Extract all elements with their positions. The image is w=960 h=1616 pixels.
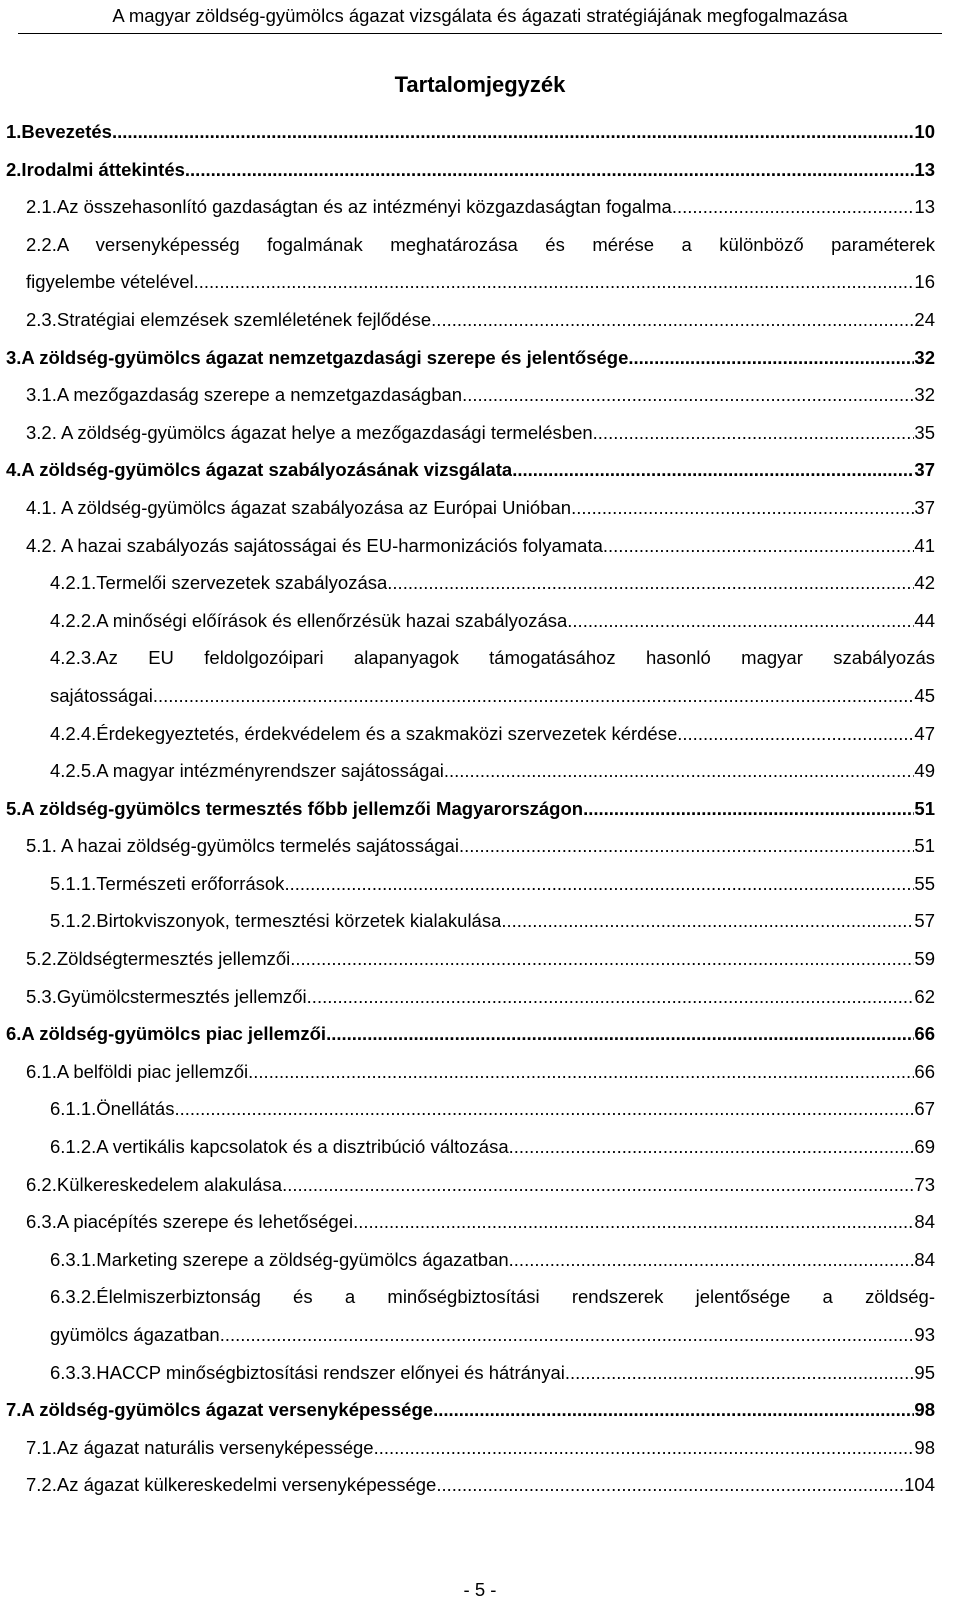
toc-entry-page: 45 xyxy=(914,684,935,706)
toc-entry[interactable] xyxy=(6,151,935,189)
toc-entry-text: 2.Irodalmi áttekintés xyxy=(6,158,185,180)
dot-leader xyxy=(565,1354,915,1392)
dot-leader xyxy=(436,1466,904,1504)
toc-entry-line xyxy=(50,752,935,790)
toc-entry-text: 6.2.Külkereskedelem alakulása xyxy=(26,1173,283,1195)
dot-leader xyxy=(112,113,914,151)
toc-entry[interactable] xyxy=(26,940,935,978)
toc-entry[interactable] xyxy=(6,1015,935,1053)
toc-entry[interactable] xyxy=(50,602,935,640)
dot-leader xyxy=(583,790,914,828)
toc-entry-text-line1: 6.3.2.Élelmiszerbiztonság és a minőségbiztosítási rendszerek jelentősége a zöldség- xyxy=(50,1286,935,1308)
toc-entry-line xyxy=(6,151,935,189)
toc-entry[interactable] xyxy=(6,790,935,828)
toc-entry-page: 69 xyxy=(914,1136,935,1158)
dot-leader xyxy=(194,263,915,301)
toc-entry-text: 6.1.A belföldi piac jellemzői xyxy=(26,1060,249,1082)
toc-entry[interactable] xyxy=(50,752,935,790)
dot-leader xyxy=(501,902,914,940)
toc-entry-page: 62 xyxy=(914,985,935,1007)
toc-entry[interactable] xyxy=(26,978,935,1016)
dot-leader xyxy=(433,1391,914,1429)
toc-entry-line xyxy=(26,527,935,565)
toc-entry-page: 41 xyxy=(914,534,935,556)
toc-entry-line xyxy=(26,263,935,301)
toc-entry-page: 95 xyxy=(914,1361,935,1383)
dot-leader xyxy=(374,1429,915,1467)
toc-entry[interactable] xyxy=(50,1354,935,1392)
toc-entry-text: sajátosságai xyxy=(50,684,153,706)
toc-entry-text: 5.1.1.Természeti erőforrások xyxy=(50,872,285,894)
toc-entry-line xyxy=(26,188,935,226)
toc-entry-page: 51 xyxy=(914,835,935,857)
toc-entry-page: 49 xyxy=(914,760,935,782)
toc-entry-text: 4.1. A zöldség-gyümölcs ágazat szabályozása az Európai Unióban xyxy=(26,496,572,518)
toc-entry-page: 44 xyxy=(914,609,935,631)
toc-entry-line xyxy=(50,902,935,940)
toc-entry-line xyxy=(26,414,935,452)
dot-leader xyxy=(677,715,914,753)
toc-entry[interactable] xyxy=(26,1203,935,1241)
toc-entry-page: 98 xyxy=(914,1436,935,1458)
toc-entry-text: 2.3.Stratégiai elemzések szemléletének fejlődése xyxy=(26,308,432,330)
toc-entry-page: 42 xyxy=(914,572,935,594)
toc-entry-line xyxy=(26,301,935,339)
toc-entry[interactable] xyxy=(50,639,935,714)
toc-entry-line xyxy=(50,677,935,715)
toc-entry-line xyxy=(26,1429,935,1467)
toc-entry-page: 10 xyxy=(914,121,935,142)
dot-leader xyxy=(444,752,915,790)
toc-entry-page: 24 xyxy=(914,308,935,330)
toc-entry-line xyxy=(50,1241,935,1279)
dot-leader xyxy=(282,1166,914,1204)
toc-entry[interactable] xyxy=(26,301,935,339)
dot-leader xyxy=(628,339,914,377)
header-divider xyxy=(18,33,942,34)
toc-entry[interactable] xyxy=(26,226,935,301)
toc-entry[interactable] xyxy=(50,1278,935,1353)
toc-entry[interactable] xyxy=(50,1090,935,1128)
toc-entry-line xyxy=(26,978,935,1016)
toc-entry-line xyxy=(50,1316,935,1354)
dot-leader xyxy=(387,564,914,602)
toc-entry-text-line1: 2.2.A versenyképesség fogalmának meghatározása és mérése a különböző paraméterek xyxy=(26,233,935,255)
toc-entry-text: 6.A zöldség-gyümölcs piac jellemzői xyxy=(6,1023,327,1045)
dot-leader xyxy=(603,527,915,565)
toc-entry-page: 37 xyxy=(914,496,935,518)
toc-entry[interactable] xyxy=(26,188,935,226)
toc-entry[interactable] xyxy=(6,1391,935,1429)
dot-leader xyxy=(220,1316,915,1354)
toc-entry-line xyxy=(50,564,935,602)
toc-entry-line xyxy=(50,1128,935,1166)
toc-entry-text: 7.2.Az ágazat külkereskedelmi versenyképessége xyxy=(26,1474,437,1496)
toc-entry-line xyxy=(26,1203,935,1241)
toc-entry[interactable] xyxy=(50,564,935,602)
toc-entry-line xyxy=(26,489,935,527)
dot-leader xyxy=(459,827,914,865)
toc-entry-page: 66 xyxy=(914,1060,935,1082)
toc-entry[interactable] xyxy=(6,113,935,151)
toc-entry[interactable] xyxy=(6,451,935,489)
toc-entry-text: 4.2.5.A magyar intézményrendszer sajátosságai xyxy=(50,760,444,782)
dot-leader xyxy=(509,1241,915,1279)
toc-entry[interactable] xyxy=(26,1166,935,1204)
toc-entry-page: 16 xyxy=(914,271,935,293)
toc-entry-page: 13 xyxy=(914,158,935,180)
dot-leader xyxy=(307,978,915,1016)
toc-entry-page: 59 xyxy=(914,948,935,970)
page-number: - 5 - xyxy=(463,1579,497,1600)
dot-leader xyxy=(290,940,914,978)
toc-entry[interactable] xyxy=(50,1128,935,1166)
toc-entry-text: 6.3.A piacépítés szerepe és lehetőségei xyxy=(26,1211,354,1233)
dot-leader xyxy=(185,151,915,189)
dot-leader xyxy=(153,677,915,715)
toc-entry-line xyxy=(6,113,935,151)
toc-entry-line xyxy=(26,940,935,978)
dot-leader xyxy=(512,451,914,489)
toc-entry[interactable] xyxy=(26,489,935,527)
toc-entry-line xyxy=(26,827,935,865)
toc-entry-text: 3.1.A mezőgazdaság szerepe a nemzetgazdaságban xyxy=(26,384,463,406)
toc-entry-line xyxy=(6,451,935,489)
toc-entry[interactable] xyxy=(6,339,935,377)
toc-entry-text: 7.1.Az ágazat naturális versenyképessége xyxy=(26,1436,374,1458)
toc-entry-line xyxy=(50,1354,935,1392)
toc-entry-text: 6.1.1.Önellátás xyxy=(50,1098,175,1120)
toc-entry-text: 2.1.Az összehasonlító gazdaságtan és az intézményi közgazdaságtan fogalma xyxy=(26,196,672,218)
toc-entry[interactable] xyxy=(50,902,935,940)
dot-leader xyxy=(431,301,914,339)
toc-entry-line xyxy=(26,376,935,414)
toc-list xyxy=(0,113,960,1504)
toc-entry-text: 4.2.1.Termelői szervezetek szabályozása xyxy=(50,572,388,594)
toc-entry-line xyxy=(50,865,935,903)
toc-entry[interactable] xyxy=(50,1241,935,1279)
toc-entry-text: 6.3.1.Marketing szerepe a zöldség-gyümölcs ágazatban xyxy=(50,1248,509,1270)
toc-entry-page: 84 xyxy=(914,1248,935,1270)
toc-entry-text: 5.2.Zöldségtermesztés jellemzői xyxy=(26,948,291,970)
toc-entry-page: 104 xyxy=(904,1474,935,1496)
dot-leader xyxy=(462,376,914,414)
toc-entry[interactable] xyxy=(26,527,935,565)
toc-entry-line xyxy=(6,339,935,377)
toc-entry-text: 3.2. A zöldség-gyümölcs ágazat helye a mezőgazdasági termelésben xyxy=(26,421,593,443)
toc-entry-page: 37 xyxy=(914,459,935,481)
toc-entry-page: 67 xyxy=(914,1098,935,1120)
toc-entry-page: 32 xyxy=(914,384,935,406)
toc-entry-text: 4.2. A hazai szabályozás sajátosságai és EU-harmonizációs folyamata xyxy=(26,534,603,556)
toc-entry[interactable] xyxy=(26,414,935,452)
toc-entry-page: 32 xyxy=(914,346,935,368)
dot-leader xyxy=(567,602,914,640)
toc-entry-text: 6.3.3.HACCP minőségbiztosítási rendszer előnyei és hátrányai xyxy=(50,1361,565,1383)
toc-entry-line xyxy=(26,1166,935,1204)
toc-entry[interactable] xyxy=(26,1466,935,1504)
toc-entry-text-line1: 4.2.3.Az EU feldolgozóipari alapanyagok támogatásához hasonló magyar szabályozás xyxy=(50,647,935,669)
toc-title: Tartalomjegyzék xyxy=(394,72,566,97)
dot-leader xyxy=(672,188,915,226)
toc-entry-line xyxy=(6,1391,935,1429)
toc-entry-page: 47 xyxy=(914,722,935,744)
toc-entry-text: 4.2.4.Érdekegyeztetés, érdekvédelem és a szakmaközi szervezetek kérdése xyxy=(50,722,678,744)
running-header: A magyar zöldség-gyümölcs ágazat vizsgálata és ágazati stratégiájának megfogalmazása xyxy=(112,5,848,26)
toc-entry-line xyxy=(6,1015,935,1053)
toc-entry-line xyxy=(6,790,935,828)
toc-entry-text: gyümölcs ágazatban xyxy=(50,1324,220,1345)
dot-leader xyxy=(509,1128,915,1166)
toc-entry-text: 5.1.2.Birtokviszonyok, termesztési körzetek kialakulása xyxy=(50,910,502,932)
toc-entry-page: 13 xyxy=(914,196,935,218)
toc-entry-line xyxy=(26,1053,935,1091)
toc-entry-text: 5.1. A hazai zöldség-gyümölcs termelés sajátosságai xyxy=(26,835,459,857)
toc-entry[interactable] xyxy=(26,1053,935,1091)
dot-leader xyxy=(174,1090,914,1128)
toc-entry-text: 3.A zöldség-gyümölcs ágazat nemzetgazdasági szerepe és jelentősége xyxy=(6,346,629,368)
toc-entry-line xyxy=(26,1466,935,1504)
toc-entry-page: 35 xyxy=(914,421,935,443)
toc-entry-line xyxy=(50,1090,935,1128)
dot-leader xyxy=(248,1053,914,1091)
toc-entry-page: 93 xyxy=(914,1324,935,1345)
toc-entry-text: 5.A zöldség-gyümölcs termesztés főbb jellemzői Magyarországon xyxy=(6,797,584,819)
toc-entry-page: 51 xyxy=(914,797,935,819)
toc-entry[interactable] xyxy=(26,376,935,414)
toc-entry[interactable] xyxy=(50,715,935,753)
toc-entry-text: 5.3.Gyümölcstermesztés jellemzői xyxy=(26,985,307,1007)
toc-entry-text: 6.1.2.A vertikális kapcsolatok és a disztribúció változása xyxy=(50,1136,509,1158)
toc-entry-line xyxy=(50,602,935,640)
toc-entry-text: 4.A zöldség-gyümölcs ágazat szabályozásának vizsgálata xyxy=(6,459,513,481)
toc-entry-line xyxy=(50,715,935,753)
toc-entry-text: 7.A zöldség-gyümölcs ágazat versenyképessége xyxy=(6,1399,434,1421)
toc-entry-page: 66 xyxy=(914,1023,935,1045)
toc-entry-page: 98 xyxy=(914,1399,935,1421)
toc-entry-text: figyelembe vételével xyxy=(26,271,194,293)
toc-entry[interactable] xyxy=(26,827,935,865)
dot-leader xyxy=(353,1203,914,1241)
toc-entry-page: 84 xyxy=(914,1211,935,1233)
toc-entry-page: 57 xyxy=(914,910,935,932)
dot-leader xyxy=(284,865,914,903)
toc-entry-page: 73 xyxy=(914,1173,935,1195)
dot-leader xyxy=(571,489,914,527)
dot-leader xyxy=(326,1015,914,1053)
toc-entry-page: 55 xyxy=(914,872,935,894)
toc-entry[interactable] xyxy=(50,865,935,903)
dot-leader xyxy=(593,414,915,452)
toc-entry[interactable] xyxy=(26,1429,935,1467)
toc-entry-text: 1.Bevezetés xyxy=(6,121,112,142)
toc-entry-text: 4.2.2.A minőségi előírások és ellenőrzésük hazai szabályozása xyxy=(50,609,568,631)
